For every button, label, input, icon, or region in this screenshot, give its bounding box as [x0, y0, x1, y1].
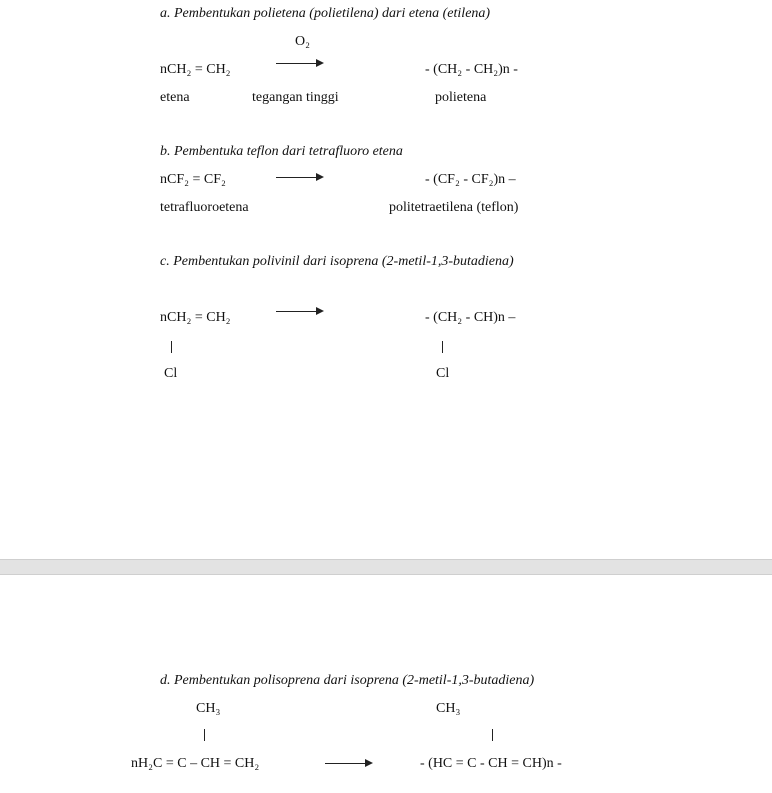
heading-b: b. Pembentuka teflon dari tetrafluoro etena	[160, 144, 403, 159]
bond-line	[492, 729, 493, 741]
reaction-arrow-icon	[325, 759, 373, 769]
page-separator	[0, 559, 772, 575]
reaction-arrow-icon	[276, 307, 324, 317]
condition-a: tegangan tinggi	[252, 90, 339, 105]
reactant-c: nCH₂ = CH₂	[160, 310, 231, 325]
bond-line	[171, 341, 172, 353]
heading-d: d. Pembentukan polisoprena dari isoprena (2-metil-1,3-butadiena)	[160, 673, 535, 688]
branch-reactant-c: Cl	[164, 366, 178, 381]
heading-c: c. Pembentukan polivinil dari isoprena (2-metil-1,3-butadiena)	[160, 254, 514, 269]
product-d: - (HC = C - CH = CH)n -	[420, 756, 562, 771]
document-page-2	[0, 575, 772, 793]
branch-product-d: CH₃	[436, 701, 461, 716]
product-name-b: politetraetilena (teflon)	[389, 200, 519, 215]
bond-line	[204, 729, 205, 741]
reactant-a: nCH₂ = CH₂	[160, 62, 231, 77]
product-b: - (CF₂ - CF₂)n –	[425, 172, 516, 187]
reaction-arrow-icon	[276, 173, 324, 183]
heading-a: a. Pembentukan polietena (polietilena) dari etena (etilena)	[160, 6, 491, 21]
reactant-name-a: etena	[160, 90, 190, 105]
reaction-arrow-icon	[276, 59, 324, 69]
reactant-d: nH₂C = C – CH = CH₂	[131, 756, 260, 771]
branch-reactant-d: CH₃	[196, 701, 221, 716]
reactant-name-b: tetrafluoroetena	[160, 200, 249, 215]
branch-product-c: Cl	[436, 366, 450, 381]
catalyst-a: O₂	[295, 34, 310, 49]
product-c: - (CH₂ - CH)n –	[425, 310, 516, 325]
product-name-a: polietena	[435, 90, 487, 105]
product-a: - (CH₂ - CH₂)n -	[425, 62, 518, 77]
bond-line	[442, 341, 443, 353]
reactant-b: nCF₂ = CF₂	[160, 172, 226, 187]
